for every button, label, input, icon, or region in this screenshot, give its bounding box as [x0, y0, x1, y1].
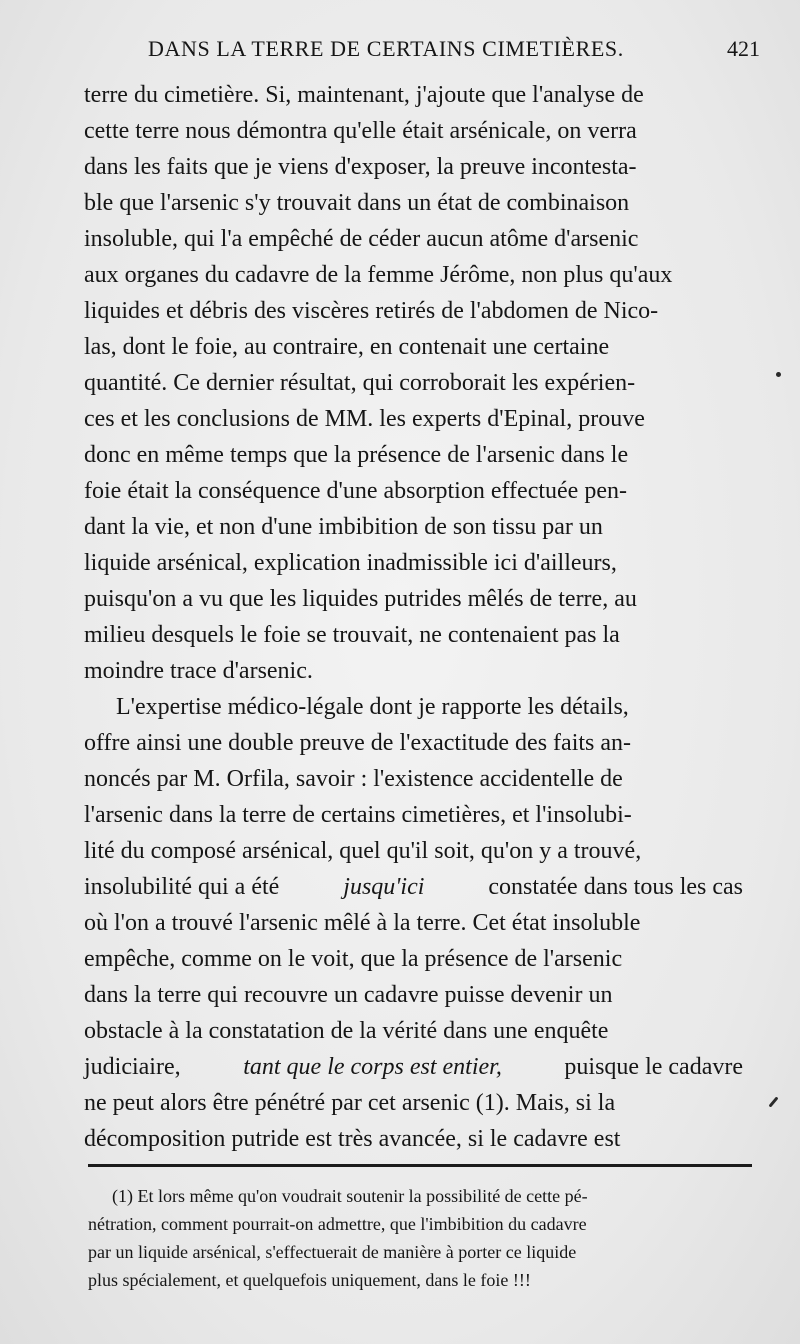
- text-line-with-italic: [84, 872, 743, 902]
- text-line: aux organes du cadavre de la femme Jérôme, non plus qu'aux: [84, 262, 673, 288]
- text-segment: insolubilité qui a été: [84, 874, 280, 900]
- text-line: moindre trace d'arsenic.: [84, 658, 313, 684]
- text-line: ces et les conclusions de MM. les experts d'Epinal, prouve: [84, 406, 645, 432]
- text-line: où l'on a trouvé l'arsenic mêlé à la terre. Cet état insoluble: [84, 910, 641, 936]
- paragraph-start-line: L'expertise médico-légale dont je rapporte les détails,: [116, 694, 629, 720]
- footnote-rule: [88, 1164, 752, 1167]
- text-line: obstacle à la constatation de la vérité dans une enquête: [84, 1018, 609, 1044]
- italic-segment: jusqu'ici: [343, 874, 425, 900]
- text-line: empêche, comme on le voit, que la présence de l'arsenic: [84, 946, 623, 972]
- text-line: las, dont le foie, au contraire, en contenait une certaine: [84, 334, 610, 360]
- text-line: donc en même temps que la présence de l'arsenic dans le: [84, 442, 629, 468]
- text-segment: puisque le cadavre: [564, 1054, 743, 1080]
- text-segment: judiciaire,: [84, 1054, 181, 1080]
- text-segment: constatée dans tous les cas: [488, 874, 743, 900]
- text-line: foie était la conséquence d'une absorption effectuée pen-: [84, 478, 627, 504]
- text-line: dant la vie, et non d'une imbibition de son tissu par un: [84, 514, 603, 540]
- italic-segment: tant que le corps est entier,: [243, 1054, 502, 1080]
- text-line: insoluble, qui l'a empêché de céder aucun atôme d'arsenic: [84, 226, 639, 252]
- text-line: ble que l'arsenic s'y trouvait dans un état de combinaison: [84, 190, 630, 216]
- text-line: ne peut alors être pénétré par cet arsenic (1). Mais, si la: [84, 1090, 616, 1116]
- text-line: offre ainsi une double preuve de l'exactitude des faits an-: [84, 730, 632, 756]
- text-line: l'arsenic dans la terre de certains cimetières, et l'insolubi-: [84, 802, 632, 828]
- text-line: noncés par M. Orfila, savoir : l'existence accidentelle de: [84, 766, 623, 792]
- text-line: liquide arsénical, explication inadmissible ici d'ailleurs,: [84, 550, 617, 576]
- footnote-line: par un liquide arsénical, s'effectuerait de manière à porter ce liquide: [88, 1242, 577, 1262]
- text-line-with-italic: [84, 1052, 743, 1082]
- text-line: puisqu'on a vu que les liquides putrides mêlés de terre, au: [84, 586, 637, 612]
- running-title: DANS LA TERRE DE CERTAINS CIMETIÈRES.: [148, 36, 624, 61]
- text-line: dans les faits que je viens d'exposer, la preuve incontesta-: [84, 154, 637, 180]
- footnote-line: nétration, comment pourrait-on admettre, que l'imbibition du cadavre: [88, 1214, 587, 1234]
- text-line: quantité. Ce dernier résultat, qui corroborait les expérien-: [84, 370, 636, 396]
- text-line: cette terre nous démontra qu'elle était arsénicale, on verra: [84, 118, 637, 144]
- footnote-line: plus spécialement, et quelquefois uniquement, dans le foie !!!: [88, 1270, 531, 1290]
- text-line: dans la terre qui recouvre un cadavre puisse devenir un: [84, 982, 613, 1008]
- footnote-line: (1) Et lors même qu'on voudrait soutenir la possibilité de cette pé-: [112, 1186, 588, 1206]
- text-line: lité du composé arsénical, quel qu'il soit, qu'on y a trouvé,: [84, 838, 642, 864]
- text-line: terre du cimetière. Si, maintenant, j'ajoute que l'analyse de: [84, 82, 644, 108]
- text-line: milieu desquels le foie se trouvait, ne contenaient pas la: [84, 622, 620, 648]
- text-line: liquides et débris des viscères retirés de l'abdomen de Nico-: [84, 298, 659, 324]
- running-head: [140, 36, 760, 70]
- ink-speck: [776, 372, 781, 377]
- page-number: 421: [727, 36, 760, 61]
- text-line: décomposition putride est très avancée, si le cadavre est: [84, 1126, 621, 1152]
- ink-mark: [768, 1096, 778, 1107]
